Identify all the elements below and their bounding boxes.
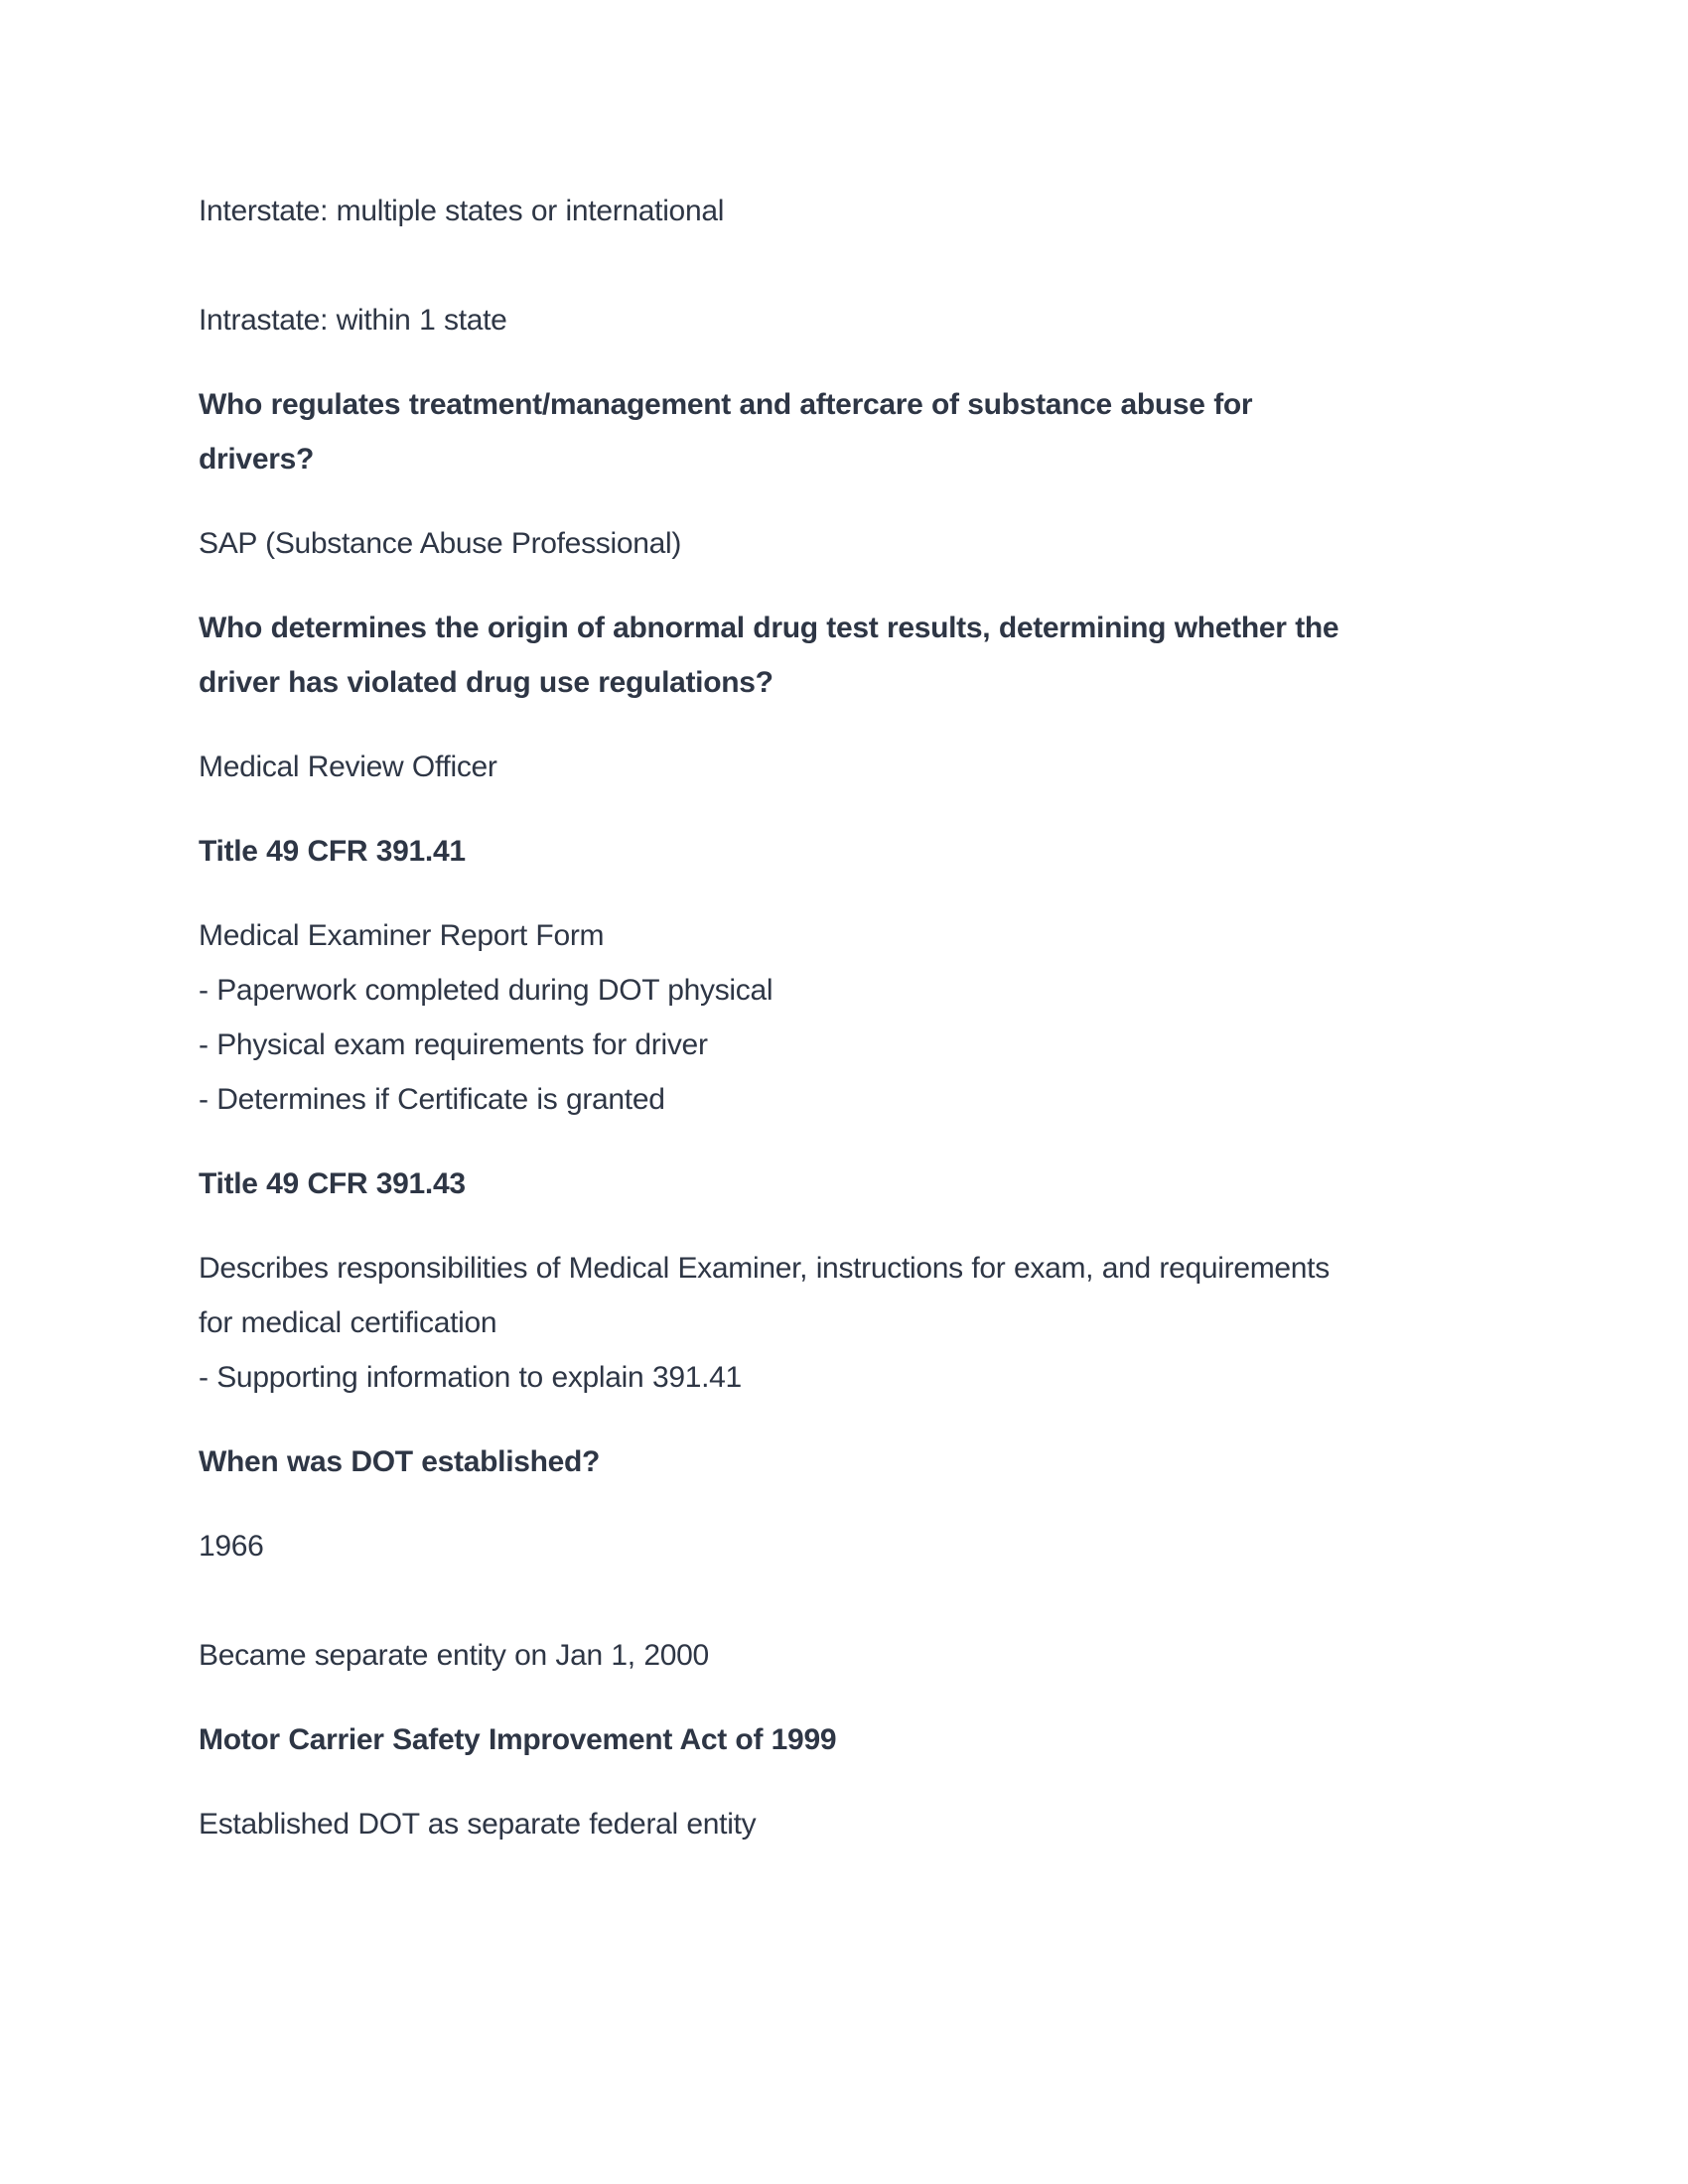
question-text: Motor Carrier Safety Improvement Act of 1999 [199,1723,837,1756]
question-text: Title 49 CFR 391.41 [199,835,466,868]
document-body [199,184,1340,1851]
question-text: Who regulates treatment/management and aftercare of substance abuse for drivers? [199,388,1253,476]
answer-text: Established DOT as separate federal entity [199,1808,757,1841]
answer-text: 1966 Became separate entity on Jan 1, 2000 [199,1530,709,1672]
question-text: When was DOT established? [199,1445,601,1478]
answer-text: Describes responsibilities of Medical Examiner, instructions for exam, and requirements for medical certification - Supporting information to explain 391.41 [199,1252,1330,1394]
answer-text: Medical Review Officer [199,751,497,783]
answer-text: Interstate: multiple states or international Intrastate: within 1 state [199,195,725,337]
answer-text: Medical Examiner Report Form - Paperwork completed during DOT physical - Physical exam requirements for driver - Determines if Certificate is granted [199,919,774,1116]
answer-text: SAP (Substance Abuse Professional) [199,527,682,560]
question-text: Title 49 CFR 391.43 [199,1167,466,1200]
question-text: Who determines the origin of abnormal drug test results, determining whether the driver has violated drug use regulations? [199,612,1339,699]
